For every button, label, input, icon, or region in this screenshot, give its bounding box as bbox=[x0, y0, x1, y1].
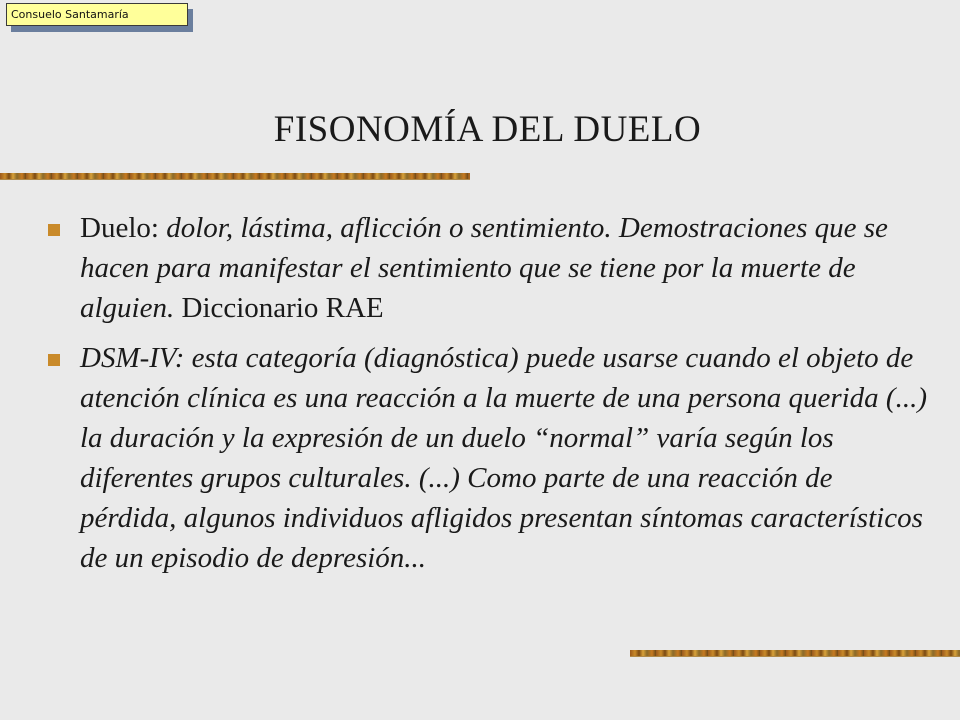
definition-duelo: dolor, lástima, aflicción o sentimiento. Demostraciones que se hacen para manifestar el sentimiento que se tiene por la muerte de alguien. bbox=[80, 212, 888, 324]
definition-dsm: : esta categoría (diagnóstica) puede usarse cuando el objeto de atención clínica es una reacción a la muerte de una persona querida (...) la duración y la expresión de un duelo “normal” varía según los diferentes grupos culturales. (...) Como parte de una reacción de pérdida, algunos individuos afligidos presentan síntomas característicos de un episodio de depresión... bbox=[80, 342, 927, 574]
bullet-item-dsm bbox=[48, 338, 928, 578]
decorative-rule-bottom bbox=[630, 650, 960, 656]
bullet-list bbox=[48, 208, 928, 588]
author-name-label: Consuelo Santamaría bbox=[6, 3, 188, 26]
decorative-rule-top bbox=[0, 173, 470, 179]
bullet-square-icon bbox=[48, 354, 60, 366]
bullet-text bbox=[80, 208, 928, 328]
term-duelo: Duelo: bbox=[80, 212, 167, 244]
bullet-square-icon bbox=[48, 224, 60, 236]
bullet-text bbox=[80, 338, 928, 578]
source-citation: Diccionario RAE bbox=[174, 292, 384, 324]
bullet-item-duelo bbox=[48, 208, 928, 328]
slide-title: FISONOMÍA DEL DUELO bbox=[273, 109, 702, 150]
term-dsm: DSM-IV bbox=[80, 342, 175, 374]
author-tag bbox=[6, 3, 186, 28]
